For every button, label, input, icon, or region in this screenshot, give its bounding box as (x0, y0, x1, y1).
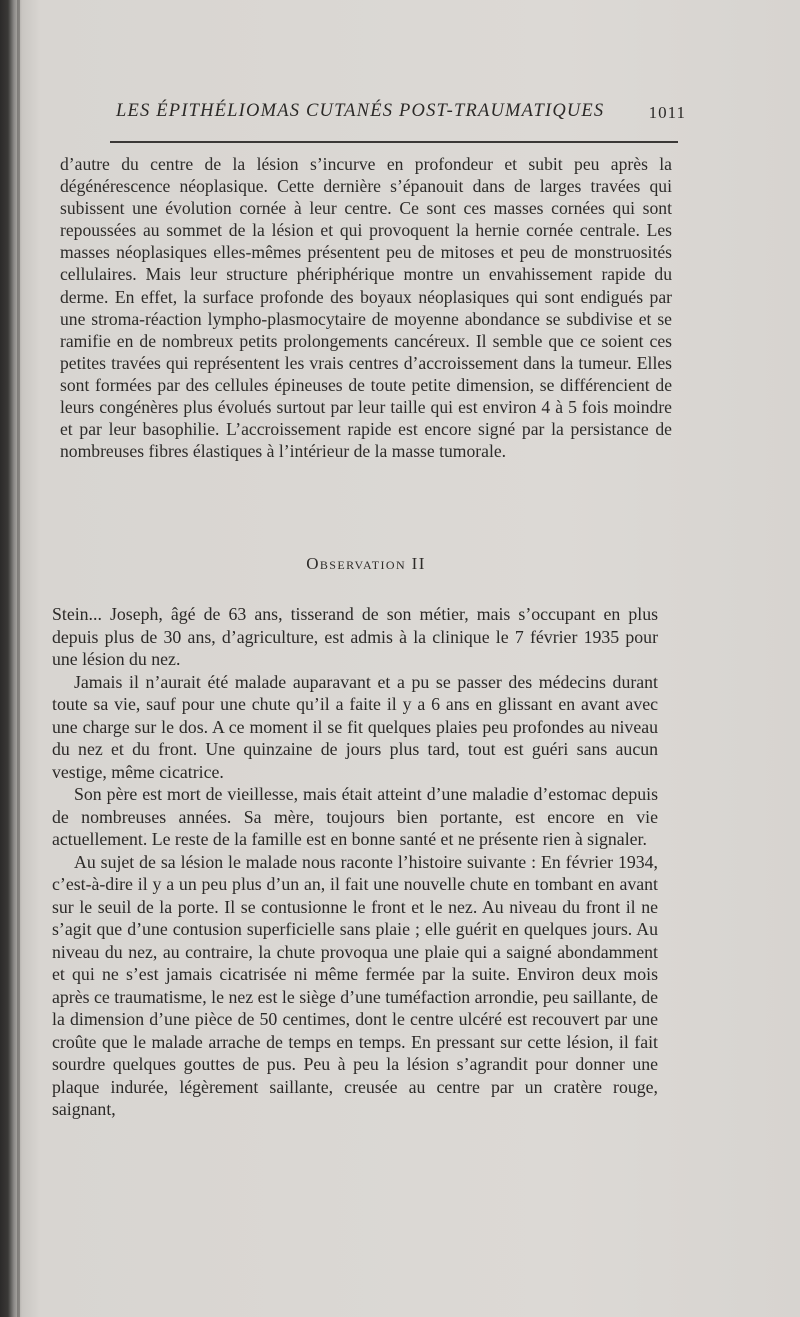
observation-paragraph: Stein... Joseph, âgé de 63 ans, tisserand de son métier, mais s’occupant en plus depuis plus de 30 ans, d’agriculture, est admis à la clinique le 7 février 1935 pour une lésion du nez. (52, 604, 658, 669)
page-header (116, 101, 686, 131)
continuation-paragraph (60, 153, 672, 462)
header-rule (110, 141, 678, 143)
binding-gutter (17, 0, 20, 1317)
paragraph-text: d’autre du centre de la lésion s’incurve en profondeur et subit peu après la dégénérescence néoplasique. Cette dernière s’épanouit dans de larges travées qui subissent une évolution cornée à leur centre. Ce sont ces masses cornées qui sont repoussées au sommet de la lésion et qui provoquent la hernie cornée centrale. Les masses néoplasiques elles-mêmes présentent peu de mitoses et peu de monstruosités cellulaires. Mais leur structure phériphérique montre un envahissement rapide du derme. En effet, la surface profonde des boyaux néoplasiques qui sont endigués par une stroma-réaction lympho-plasmocytaire de moyenne abondance se subdivise et se ramifie en de nombreux petits prolongements cancéreux. Il semble que ce soient ces petites travées qui représentent les vrais centres d’accroissement dans la tumeur. Elles sont formées par des cellules épineuses de toute petite dimension, se différencient de leurs congénères plus évolués surtout par leur taille qui est environ 4 à 5 fois moindre et par leur basophilie. L’accroissement rapide est encore signé par la persistance de nombreuses fibres élastiques à l’intérieur de la masse tumorale. (60, 154, 672, 462)
observation-paragraph: Au sujet de sa lésion le malade nous raconte l’histoire suivante : En février 1934, c’est-à-dire il y a un peu plus d’un an, il fait une nouvelle chute en tombant en avant sur le seuil de la porte. Il se contusionne le front et le nez. Au niveau du front il ne s’agit que d’une contusion superficielle sans plaie ; elle guérit en quelques jours. Au niveau du nez, au contraire, la chute provoqua une plaie qui a saigné abondamment et qui ne s’est jamais cicatrisée ni même fermée par la suite. Environ deux mois après ce traumatisme, le nez est le siège d’une tuméfaction arrondie, peu saillante, de la dimension d’une pièce de 50 centimes, dont le centre ulcéré est recouvert par une croûte que le malade arrache de temps en temps. En pressant sur cette lésion, il fait sourdre quelques gouttes de pus. Peu à peu la lésion s’agrandit pour donner une plaque indurée, légèrement saillante, creusée au centre par un cratère rouge, saignant, (52, 851, 658, 1119)
page-number: 1011 (648, 103, 686, 122)
observation-paragraph: Jamais il n’aurait été malade auparavant et a pu se passer des médecins durant toute sa vie, sauf pour une chute qu’il a faite il y a 6 ans en glissant en avant avec une charge sur le dos. A ce moment il se fit quelques plaies peu profondes au niveau du nez et du front. Une quinzaine de jours plus tard, tout est guéri sans aucun vestige, même cicatrice. (52, 671, 658, 782)
running-title: LES ÉPITHÉLIOMAS CUTANÉS POST-TRAUMATIQUES (116, 101, 605, 121)
section-heading: Observation II (306, 554, 426, 573)
observation-paragraph: Son père est mort de vieillesse, mais était atteint d’une maladie d’estomac depuis de nombreuses années. Sa mère, toujours bien portante, est encore en vie actuellement. Le reste de la famille est en bonne santé et ne présente rien à signaler. (52, 784, 658, 849)
observation-text (52, 603, 658, 1121)
